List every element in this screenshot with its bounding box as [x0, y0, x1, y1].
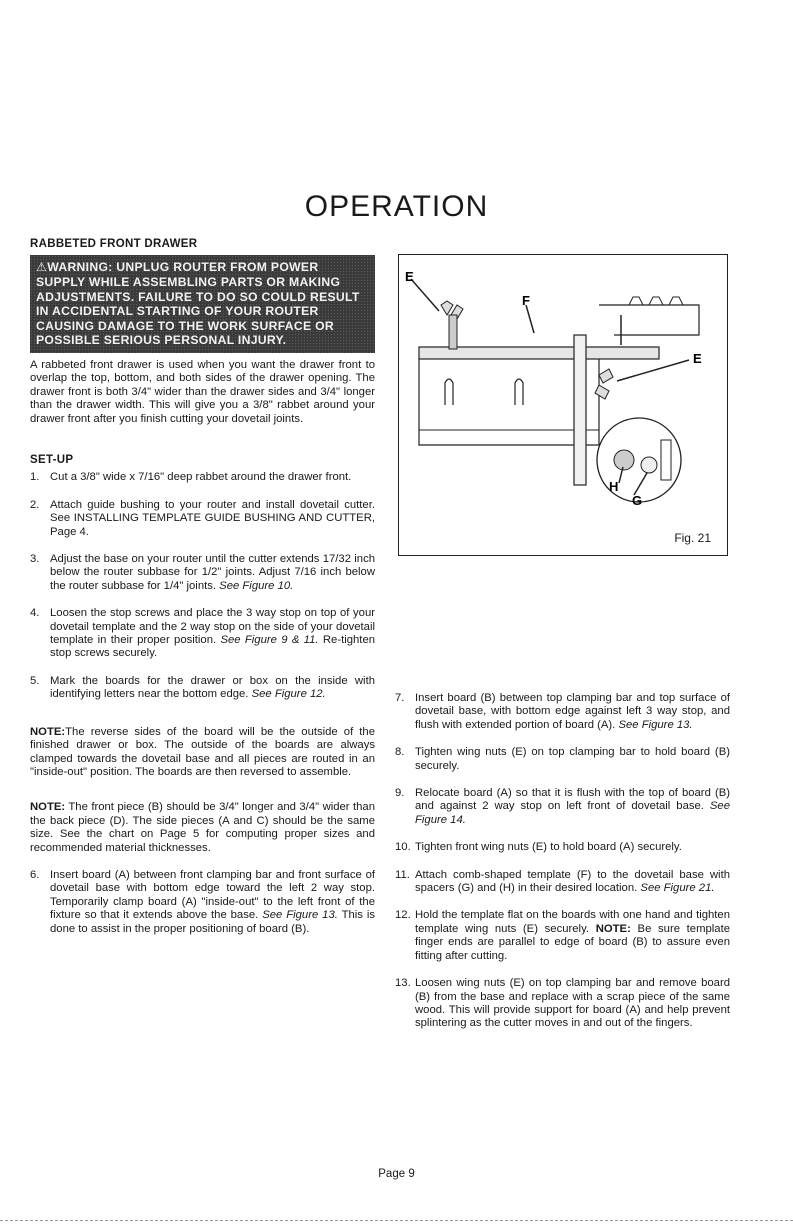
leader-line-e1 — [411, 279, 439, 311]
scan-edge-line — [0, 1220, 793, 1221]
board-a — [574, 335, 586, 485]
step-text: Attach guide bushing to your router and install dovetail cutter. See INSTALLING TEMPLATE GUIDE BUSHING AND CUTTER, Page 4. — [50, 498, 375, 538]
leader-line-e2 — [617, 360, 689, 381]
step-6 — [30, 869, 375, 936]
figure-reference: See Figure 12. — [251, 688, 326, 701]
step-text: Insert board (B) between top clamping bar and top surface of dovetail base, with bottom edge against left 3 way stop, and flush with extended portion of board (A). See Figure 13. — [415, 692, 730, 731]
figure-21-illustration — [398, 254, 728, 556]
comb-template — [599, 305, 699, 335]
step-text: Insert board (A) between front clamping bar and front surface of dovetail base with bottom edge toward the left 2 way stop. Temporarily clamp board (A) "inside-out" to the left front of the fixture so that it extends above the base. See Figure 13. This is done to assist in the proper positioning of board (B). — [50, 868, 376, 935]
step-text: Adjust the base on your router until the cutter extends 17/32 inch below the router subbase for 1/2" joints. Adjust 7/16 inch below the router subbase for 1/4" joints. See Figure 10. — [50, 553, 375, 592]
step-number: 12. — [395, 909, 411, 922]
spacer-h-icon — [614, 450, 634, 470]
step-number: 7. — [395, 692, 405, 704]
step-text: Attach comb-shaped template (F) to the dovetail base with spacers (G) and (H) in their desired location. See Figure 21. — [415, 868, 730, 895]
step-text: Cut a 3/8" wide x 7/16" deep rabbet around the drawer front. — [50, 471, 352, 484]
step-number: 9. — [395, 787, 405, 800]
setup-steps-continued — [30, 869, 375, 936]
label-f: F — [522, 293, 530, 308]
template-fingers — [629, 297, 683, 305]
step-number: 2. — [30, 498, 40, 511]
step-text: Loosen wing nuts (E) on top clamping bar and remove board (B) from the base and replace with a scrap piece of the same wood. This will provide support for board (A) and help prevent splintering as the cutter moves in and out of the fingers. — [415, 977, 730, 1030]
step-number: 1. — [30, 471, 40, 484]
step-number: 4. — [30, 607, 40, 620]
step-number: 5. — [30, 674, 40, 687]
label-g: G — [632, 493, 643, 508]
spacer-post — [661, 440, 671, 480]
step-text: Loosen the stop screws and place the 3 way stop on top of your dovetail template and the 2 way stop on the side of your dovetail template in their proper position. See Figure 9 & 11. Re-tighten stop screws securely. — [50, 607, 376, 660]
base-slot-right — [515, 379, 523, 405]
step-4 — [30, 607, 375, 661]
step-8 — [395, 746, 730, 773]
base-slot-left — [445, 379, 453, 405]
step-number: 13. — [395, 977, 411, 990]
page-number: Page 9 — [378, 1168, 415, 1180]
label-h: H — [609, 479, 619, 494]
page-title: OPERATION — [304, 190, 489, 223]
step-number: 11. — [395, 868, 410, 881]
step-2 — [30, 499, 375, 539]
note-reverse-sides: NOTE:The reverse sides of the board will be the outside of the finished drawer or box. The outside of the boards are always clamped towards the dovetail base and all pieces are routed in an "inside-out" position. The boards are then reversed to assemble. — [30, 725, 375, 778]
leader-line-f — [526, 305, 534, 333]
figure-reference: See Figure 21. — [640, 882, 715, 895]
step-13 — [395, 977, 730, 1031]
step-12 — [395, 909, 730, 963]
section-heading-setup: SET-UP — [30, 454, 74, 466]
spacer-g-icon — [641, 457, 657, 473]
figure-reference: See Figure 9 & 11. — [220, 634, 319, 647]
dovetail-base — [419, 359, 599, 445]
figure-caption: Fig. 21 — [674, 531, 711, 545]
step-3 — [30, 553, 375, 593]
step-7 — [395, 692, 730, 732]
step-number: 6. — [30, 868, 40, 881]
step-text: Relocate board (A) so that it is flush with the top of board (B) and against 2 way stop on left front of dovetail base. See Figure 14. — [415, 787, 730, 826]
step-number: 8. — [395, 746, 405, 759]
step-10 — [395, 841, 730, 854]
step-1 — [30, 471, 375, 484]
figure-reference: See Figure 10. — [219, 579, 294, 592]
step-number: 3. — [30, 553, 40, 566]
left-column — [30, 238, 375, 950]
step-text: Tighten wing nuts (E) on top clamping bar to hold board (B) securely. — [415, 746, 730, 772]
label-e1: E — [405, 269, 414, 284]
step-11 — [395, 869, 730, 896]
dovetail-fixture-drawing — [399, 255, 727, 555]
setup-steps — [30, 471, 375, 701]
setup-steps-right — [395, 692, 730, 1031]
step-text: Tighten front wing nuts (E) to hold board (A) securely. — [415, 841, 682, 854]
warning-box: ⚠WARNING: UNPLUG ROUTER FROM POWER SUPPLY WHILE ASSEMBLING PARTS OR MAKING ADJUSTMENTS. FAILURE TO DO SO COULD RESULT IN ACCIDENTAL STARTING OF YOUR ROUTER CAUSING DAMAGE TO THE WORK SURFACE OR POSSIBLE SERIOUS PERSONAL INJURY. — [30, 255, 375, 353]
step-5 — [30, 675, 375, 702]
wing-nut-stud — [449, 315, 457, 349]
figure-reference: See Figure 13. — [262, 909, 338, 922]
step-text: Hold the template flat on the boards with one hand and tighten template wing nuts (E) securely. NOTE: Be sure template finger ends are parallel to edge of board (B) to assure even fitting after cutting. — [415, 909, 730, 962]
figure-reference: See Figure 13. — [618, 718, 693, 731]
wing-nut-icon — [595, 369, 613, 399]
right-column — [395, 692, 730, 1045]
intro-paragraph: A rabbeted front drawer is used when you want the drawer front to overlap the top, bottom, and both sides of the drawer opening. The drawer front is both 3/4" wider than the drawer sides and 3/4" longer than the drawer width. This will give you a 3/8" rabbet around your drawer front after you finish cutting your dovetail joints. — [30, 358, 375, 425]
step-number: 10. — [395, 841, 411, 854]
note-front-piece: NOTE: The front piece (B) should be 3/4" longer and 3/4" wider than the back piece (D). The side pieces (A and C) should be the same size. See the chart on Page 5 for computing proper sizes and recommended material thicknesses. — [30, 801, 375, 854]
step-text: Mark the boards for the drawer or box on the inside with identifying letters near the bottom edge. See Figure 12. — [50, 674, 375, 701]
figure-reference: See Figure 14. — [415, 800, 730, 826]
label-e2: E — [693, 351, 702, 366]
step-9 — [395, 787, 730, 827]
section-heading-rabbeted-front-drawer: RABBETED FRONT DRAWER — [30, 238, 198, 250]
